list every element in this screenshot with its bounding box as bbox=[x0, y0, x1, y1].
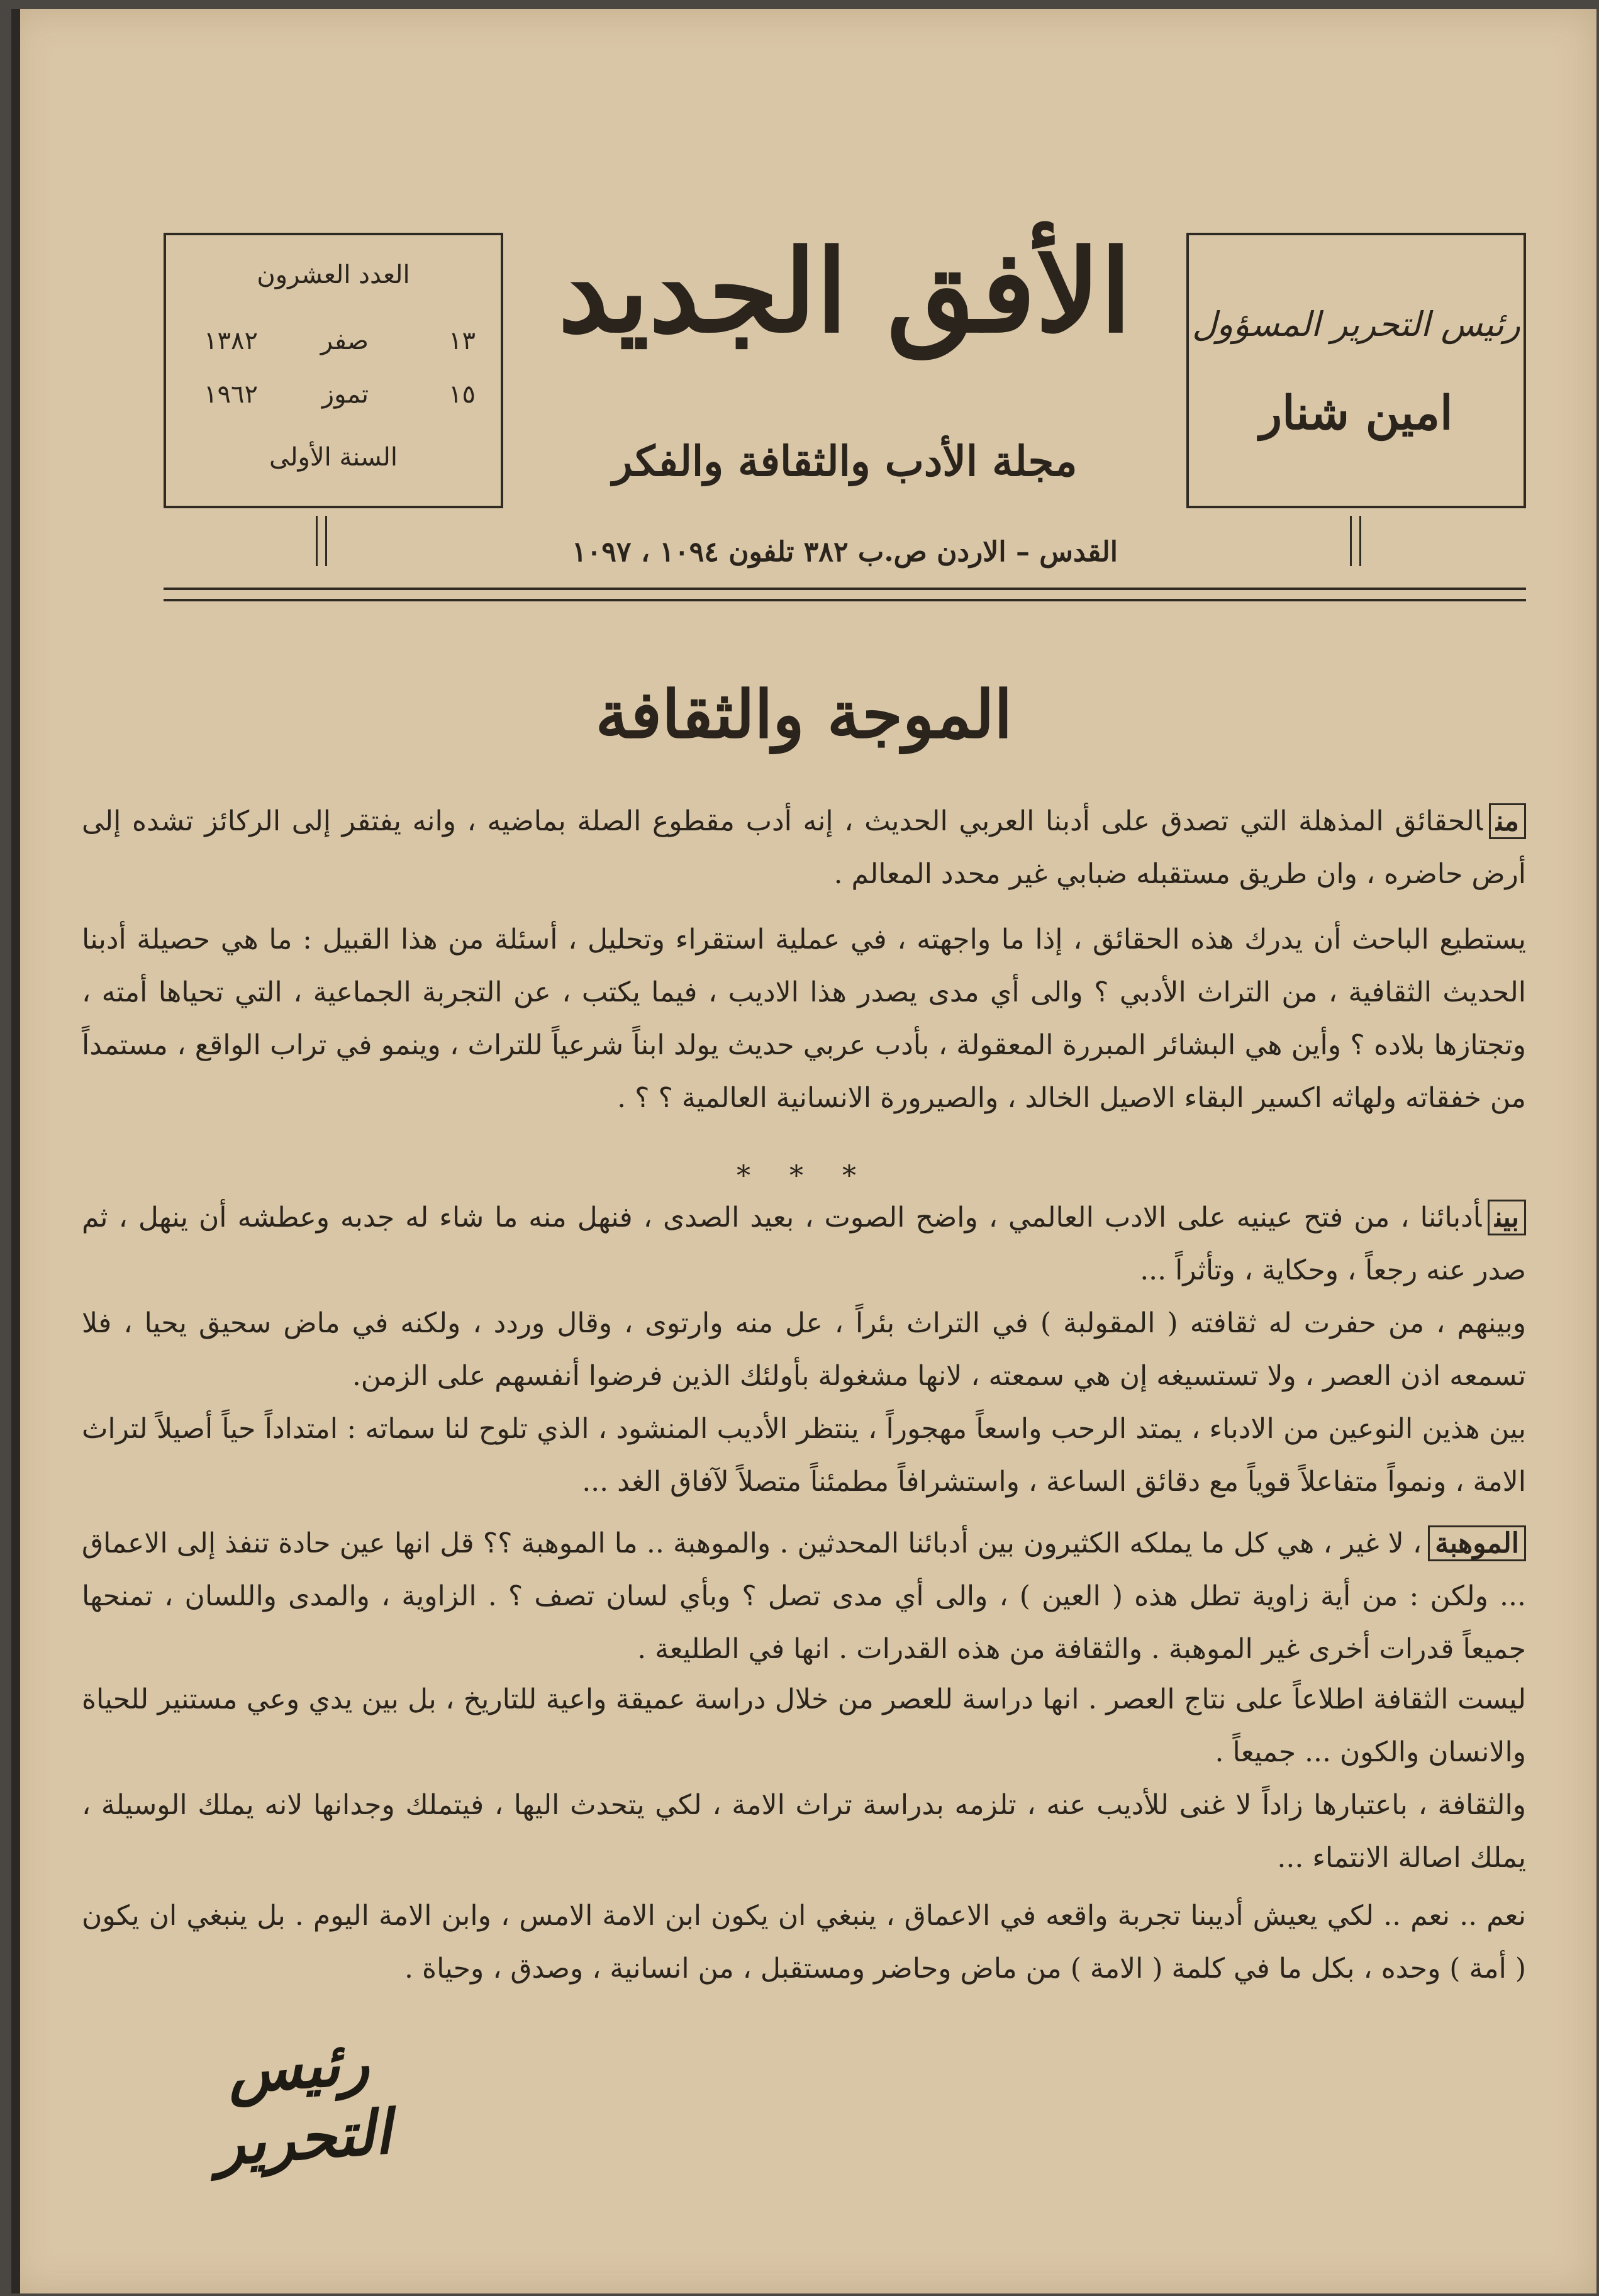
greg-year: ١٩٦٢ bbox=[204, 380, 258, 409]
header-rule-top bbox=[164, 588, 1526, 590]
editor-role: رئيس التحرير المسؤول bbox=[1192, 304, 1520, 344]
paragraph-6-text: ، لا غير ، هي كل ما يملكه الكثيرون بين أدبائنا المحدثين . والموهبة .. ما الموهبة ؟؟ قل انها عين حادة تنفذ إلى الاعماق ... ولكن : من أية زاوية تطل هذه ( العين ) ، والى أي مدى تصل ؟ وبأي لسان تصف ؟ . الزاوية ، والمدى واللسان ، تمنحها جميعاً قدرات أخرى غير الموهبة . والثقافة من هذه القدرات . انها في الطليعة . bbox=[82, 1527, 1526, 1665]
issue-box bbox=[164, 233, 503, 508]
editor-name: امين شنار bbox=[1259, 386, 1453, 440]
hijri-day: ١٣ bbox=[448, 326, 476, 355]
lead-word-bayna: بين bbox=[1488, 1200, 1526, 1235]
editor-signature: رئيس التحرير bbox=[213, 2026, 394, 2180]
right-double-rule-ornament bbox=[1350, 516, 1361, 566]
paragraph-3 bbox=[82, 1191, 1526, 1297]
paragraph-7: ليست الثقافة اطلاعاً على نتاج العصر . انها دراسة للعصر من خلال دراسة عميقة واعية للتاريخ ، بل بين يدي وعي مستنير للحياة والانسان والكون ... جميعاً . bbox=[82, 1683, 1526, 1768]
editor-box bbox=[1186, 233, 1526, 508]
page-binding-edge bbox=[11, 9, 20, 2293]
section-separator-stars: * * * bbox=[737, 1160, 871, 1192]
lead-word-min: من bbox=[1489, 803, 1526, 839]
article-title: الموجة والثقافة bbox=[595, 676, 1013, 753]
volume-year: السنة الأولى bbox=[269, 443, 398, 472]
header-rule-bottom bbox=[164, 599, 1526, 601]
magazine-title: الأفق الجديد bbox=[558, 225, 1132, 358]
greg-month: تموز bbox=[321, 380, 369, 409]
lead-word-mawhiba: الموهبة bbox=[1428, 1525, 1526, 1561]
issue-number: العدد العشرون bbox=[257, 260, 410, 289]
magazine-subtitle: مجلة الأدب والثقافة والفكر bbox=[612, 437, 1078, 486]
left-double-rule-ornament bbox=[316, 516, 327, 566]
hijri-month: صفر bbox=[320, 326, 369, 355]
paragraph-1 bbox=[82, 795, 1526, 901]
paragraph-2: يستطيع الباحث أن يدرك هذه الحقائق ، إذا ما واجهته ، في عملية استقراء وتحليل ، أسئلة من هذا القبيل : ما هي حصيلة أدبنا الحديث الثقافية ، من التراث الأدبي ؟ والى أي مدى يصدر هذا الاديب ، فيما يكتب ، عن التجربة الجماعية ، التي تحياها أمته ، وتجتازها بلاده ؟ وأين هي البشائر المبررة المعقولة ، بأدب عربي حديث يولد ابناً شرعياً للتراث ، وينمو في تراب الواقع ، مستمداً من خفقاته ولهاثه اكسير البقاء الاصيل الخالد ، والصيرورة الانسانية العالمية ؟ ؟ . bbox=[82, 923, 1526, 1114]
paragraph-4: وبينهم ، من حفرت له ثقافته ( المقولبة ) في التراث بئراً ، عل منه وارتوى ، وقال وردد ، ولكنه في ماض سحيق يحيا ، فلا تسمعه اذن العصر ، ولا تستسيغه إن هي سمعته ، لانها مشغولة بأولئك الذين فرضوا أنفسهم على الزمن. bbox=[82, 1307, 1526, 1392]
hijri-year: ١٣٨٢ bbox=[204, 326, 258, 355]
paragraph-6 bbox=[82, 1517, 1526, 1676]
paragraph-5: بين هذين النوعين من الادباء ، يمتد الرحب واسعاً مهجوراً ، ينتظر الأديب المنشود ، الذي تلوح لنا سماته : امتداداً حياً أصيلاً لتراث الامة ، ونمواً متفاعلاً قوياً مع دقائق الساعة ، واستشرافاً مطمئناً متصلاً لآفاق الغد ... bbox=[82, 1413, 1527, 1498]
greg-day: ١٥ bbox=[448, 380, 476, 409]
paragraph-3-text: أدبائنا ، من فتح عينيه على الادب العالمي ، واضح الصوت ، بعيد الصدى ، فنهل منه ما شاء له جدبه وعطشه أن ينهل ، ثم صدر عنه رجعاً ، وحكاية ، وتأثراً ... bbox=[82, 1201, 1526, 1286]
paragraph-8: والثقافة ، باعتبارها زاداً لا غنى للأديب عنه ، تلزمه بدراسة تراث الامة ، لكي يتحدث اليها ، فيتملك وجدانها لانه يملك الوسيلة ، يملك اصالة الانتماء ... bbox=[82, 1789, 1526, 1874]
magazine-address: القدس – الاردن ص.ب ٣٨٢ تلفون ١٠٩٤ ، ١٠٩٧ bbox=[572, 536, 1118, 568]
paragraph-9: نعم .. نعم .. لكي يعيش أديبنا تجربة واقعه في الاعماق ، ينبغي ان يكون ابن الامة الامس ، وابن الامة اليوم . بل ينبغي ان يكون ( أمة ) وحده ، بكل ما في كلمة ( الامة ) من ماض وحاضر ومستقبل ، من انسانية ، وصدق ، وحياة . bbox=[82, 1900, 1526, 1985]
magazine-page bbox=[11, 9, 1596, 2293]
paragraph-1-text: الحقائق المذهلة التي تصدق على أدبنا العربي الحديث ، إنه أدب مقطوع الصلة بماضيه ، وانه يفتقر إلى الركائز تشده إلى أرض حاضره ، وان طريق مستقبله ضبابي غير محدد المعالم . bbox=[82, 805, 1526, 890]
